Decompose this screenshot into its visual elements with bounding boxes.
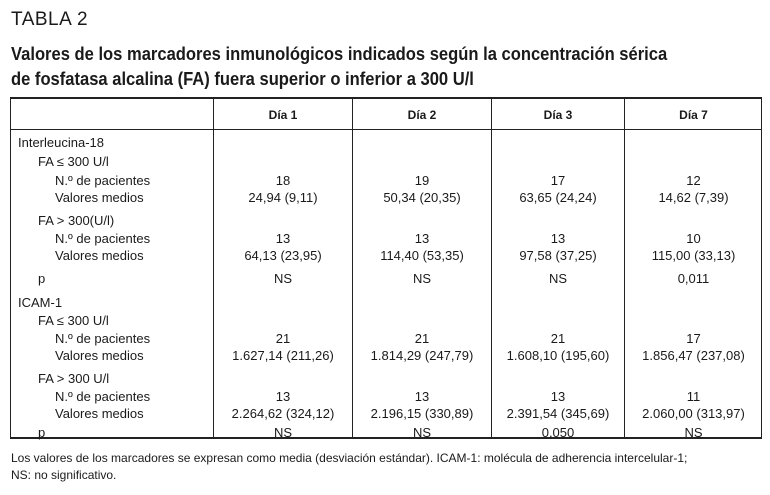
- row-label: Valores medios: [55, 190, 144, 205]
- table-cell: 2.391,54 (345,69): [506, 406, 610, 421]
- group-label: FA ≤ 300 U/l: [38, 154, 109, 169]
- table-cell: 2.196,15 (330,89): [370, 406, 474, 421]
- data-table: [10, 97, 762, 439]
- table-cell: 63,65 (24,24): [519, 190, 597, 205]
- p-value-cell: NS: [412, 271, 432, 286]
- row-label: Valores medios: [55, 348, 144, 363]
- column-header-dia-3: Día 3: [543, 108, 573, 122]
- section-title: Interleucina-18: [18, 135, 104, 150]
- table-cell: 19: [414, 173, 430, 188]
- row-label: N.º de pacientes: [55, 389, 151, 404]
- p-value-label: p: [38, 271, 46, 286]
- table-cell: 17: [550, 173, 566, 188]
- table-cell: 97,58 (37,25): [519, 248, 597, 263]
- table-cell: 13: [275, 231, 291, 246]
- table-cell: 17: [686, 331, 701, 346]
- column-header-dia-7: Día 7: [679, 108, 708, 122]
- table-cell: 12: [686, 173, 701, 188]
- table-cell: 1.608,10 (195,60): [506, 348, 610, 363]
- table-footnote: [11, 450, 763, 484]
- table-cell: 11: [686, 389, 701, 404]
- table-cell: 13: [550, 389, 566, 404]
- table-title: [11, 42, 703, 92]
- table-cell: 115,00 (33,13): [651, 248, 736, 263]
- footnote-line-2: NS: no significativo.: [11, 468, 117, 482]
- p-value-cell: 0,011: [677, 271, 710, 286]
- p-value-cell: NS: [684, 425, 703, 440]
- p-value-cell: NS: [273, 425, 293, 440]
- p-value-label: p: [38, 425, 46, 440]
- table-cell: 13: [414, 231, 430, 246]
- row-label: Valores medios: [55, 406, 144, 421]
- header-divider: [11, 129, 761, 130]
- group-label: FA > 300(U/l): [38, 213, 115, 228]
- table-cell: 18: [275, 173, 291, 188]
- table-cell: 21: [414, 331, 430, 346]
- p-value-cell: 0,050: [541, 425, 575, 440]
- table-title-line-2: de fosfatasa alcalina (FA) fuera superior o inferior a 300 U/l: [11, 69, 474, 89]
- table-cell: 24,94 (9,11): [248, 190, 318, 205]
- p-value-cell: NS: [273, 271, 293, 286]
- table-cell: 114,40 (53,35): [380, 248, 464, 263]
- table-cell: 14,62 (7,39): [658, 190, 729, 205]
- table-cell: 64,13 (23,95): [244, 248, 322, 263]
- table-cell: 1.856,47 (237,08): [642, 348, 745, 363]
- table-cell: 13: [414, 389, 430, 404]
- table-title-line-1: Valores de los marcadores inmunológicos indicados según la concentración sérica: [11, 44, 668, 64]
- row-label: N.º de pacientes: [55, 173, 151, 188]
- footnote-line-1: Los valores de los marcadores se expresan como media (desviación estándar). ICAM-1: molécula de adherencia intercelular-1;: [11, 451, 688, 465]
- table-cell: 1.814,29 (247,79): [370, 348, 474, 363]
- group-label: FA > 300 U/l: [38, 371, 110, 386]
- table-cell: 2.264,62 (324,12): [231, 406, 335, 421]
- column-header-dia-1: Día 1: [268, 108, 298, 122]
- table-cell: 13: [275, 389, 291, 404]
- row-label: N.º de pacientes: [55, 231, 151, 246]
- row-label: N.º de pacientes: [55, 331, 151, 346]
- column-header-dia-2: Día 2: [407, 108, 437, 122]
- table-cell: 13: [550, 231, 566, 246]
- p-value-cell: NS: [412, 425, 432, 440]
- table-cell: 1.627,14 (211,26): [232, 348, 334, 363]
- row-label: Valores medios: [55, 248, 144, 263]
- table-cell: 21: [275, 331, 291, 346]
- table-cell: 2.060,00 (313,97): [642, 406, 745, 421]
- table-cell: 21: [550, 331, 566, 346]
- table-label: TABLA 2: [11, 9, 89, 30]
- table-cell: 10: [686, 231, 701, 246]
- section-title: ICAM-1: [18, 295, 63, 310]
- group-label: FA ≤ 300 U/l: [38, 313, 109, 328]
- p-value-cell: NS: [548, 271, 568, 286]
- table-cell: 50,34 (20,35): [383, 190, 461, 205]
